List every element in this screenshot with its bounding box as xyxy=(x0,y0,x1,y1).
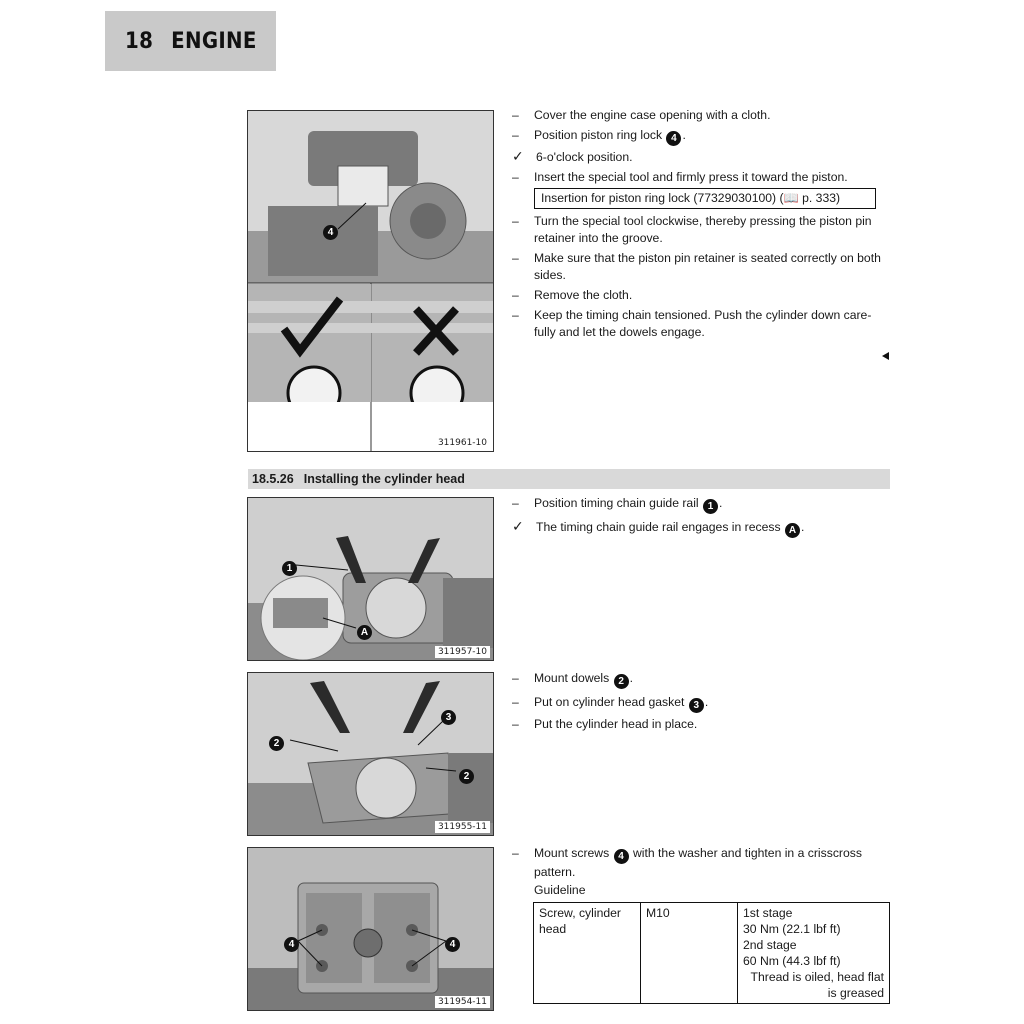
section-title: Installing the cylinder head xyxy=(303,472,465,486)
note: Thread is oiled, head flat is greased xyxy=(750,970,884,1000)
torque-spec-table xyxy=(533,902,890,1004)
marker-3: 3 xyxy=(689,698,704,713)
callout-3: 3 xyxy=(440,705,457,725)
check-icon: ✓ xyxy=(512,148,524,164)
figure-number: 311961-10 xyxy=(435,437,490,449)
table-row xyxy=(534,903,890,1004)
step: – Turn the special tool clockwise, thereby pressing the piston pin retainer into the groove. xyxy=(512,214,872,245)
guideline-label: Guideline xyxy=(534,883,586,897)
check-item: ✓ 6-o'clock position. xyxy=(512,148,633,164)
marker-4: 4 xyxy=(666,131,681,146)
stage1-label: 1st stage xyxy=(743,906,793,920)
callout-1: 1 xyxy=(281,556,298,576)
figure-number: 311954-11 xyxy=(435,996,490,1008)
steps-block-3 xyxy=(512,670,892,733)
figure-cylinder-head-screws xyxy=(247,847,494,1011)
marker-4: 4 xyxy=(614,849,629,864)
figure-dowels-gasket xyxy=(247,672,494,836)
check-icon: ✓ xyxy=(512,518,524,534)
marker-a: A xyxy=(785,523,800,538)
stage2-value: 60 Nm (44.3 lbf ft) xyxy=(743,954,841,968)
steps-block-1 xyxy=(512,107,892,341)
step: – Cover the engine case opening with a cloth. xyxy=(512,108,771,122)
chapter-title: ENGINE xyxy=(171,28,257,54)
callout-4: 4 xyxy=(322,220,339,240)
step: – Position timing chain guide rail 1 . xyxy=(512,496,723,512)
step: – Keep the timing chain tensioned. Push the cylinder down care-fully and let the dowels engage. xyxy=(512,308,872,339)
figure-number: 311955-11 xyxy=(435,821,490,833)
callout-4: 4 xyxy=(283,932,300,952)
piston-ring-lock-illustration xyxy=(248,111,494,452)
marker-2: 2 xyxy=(614,674,629,689)
end-of-section-icon xyxy=(882,352,889,360)
table-cell-item: Screw, cylinder head xyxy=(534,903,641,1004)
step: – Insert the special tool and firmly press it toward the piston. xyxy=(512,170,848,184)
callout-a: A xyxy=(356,620,373,640)
chapter-number: 18 xyxy=(125,28,154,54)
steps-block-4 xyxy=(512,845,892,899)
step: – Put on cylinder head gasket 3 . xyxy=(512,695,709,711)
step: – Remove the cloth. xyxy=(512,288,633,302)
section-heading xyxy=(248,469,890,489)
step: – Position piston ring lock 4 . xyxy=(512,128,686,144)
table-cell-values xyxy=(738,903,890,1004)
stage2-label: 2nd stage xyxy=(743,938,797,952)
cylinder-head-illustration xyxy=(248,848,494,1011)
callout-4: 4 xyxy=(444,932,461,952)
book-icon: 📖 xyxy=(783,191,799,205)
section-number: 18.5.26 xyxy=(252,472,294,486)
callout-2: 2 xyxy=(268,731,285,751)
step: – Put the cylinder head in place. xyxy=(512,717,698,731)
special-tool-reference: Insertion for piston ring lock (77329030100) (📖 p. 333) xyxy=(534,188,876,209)
dowels-gasket-illustration xyxy=(248,673,494,836)
step: – Mount screws 4 with the washer and tighten in a crisscross pattern. xyxy=(512,846,862,879)
step: – Mount dowels 2 . xyxy=(512,671,633,687)
check-item: ✓ The timing chain guide rail engages in recess A . xyxy=(512,518,805,536)
stage1-value: 30 Nm (22.1 lbf ft) xyxy=(743,922,841,936)
marker-1: 1 xyxy=(703,499,718,514)
step: – Make sure that the piston pin retainer is seated correctly on both sides. xyxy=(512,251,881,282)
callout-2: 2 xyxy=(458,764,475,784)
figure-piston-ring-lock xyxy=(247,110,494,452)
steps-block-2 xyxy=(512,495,892,538)
chapter-tab xyxy=(105,11,276,71)
table-cell-thread: M10 xyxy=(641,903,738,1004)
figure-guide-rail xyxy=(247,497,494,661)
figure-number: 311957-10 xyxy=(435,646,490,658)
